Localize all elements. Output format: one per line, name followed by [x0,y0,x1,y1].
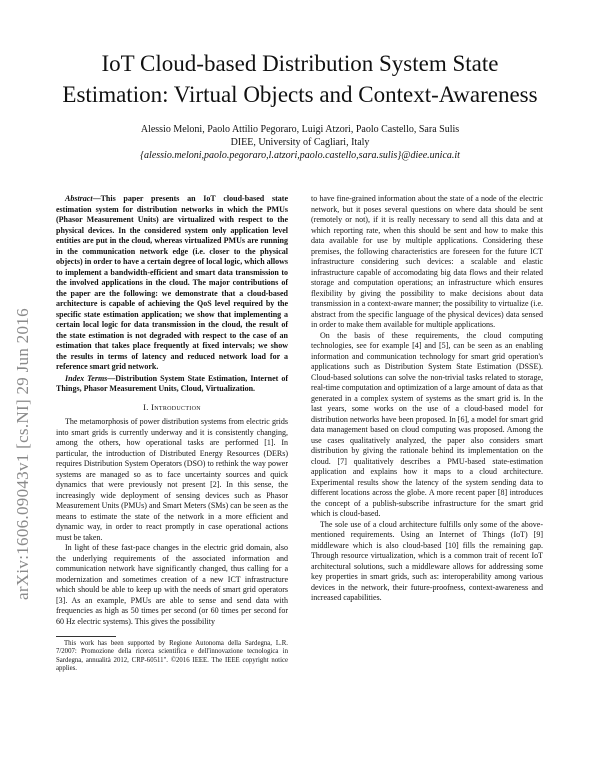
index-terms [56,374,288,395]
right-column [311,194,543,604]
abstract-text: —This paper presents an IoT cloud-based state estimation system for distribution networks in which the PMUs (Phasor Measurement Units) are virtualized with respect to the physical devices. In the considered system only application level entities are put in the cloud, whereas virtualized PMUs are running in the communication network edge (i.e. closer to the physical objects) in order to have a certain degree of local logic, which allows to implement a bandwidth-efficient and smart data transmission to the involved applications in the cloud. The major contributions of the paper are the following: we demonstrate that a cloud-based architecture is capable of achieving the QoS level required by the specific state estimation application; we show that implementing a certain local logic for data transmission in the cloud, the result of the state estimation is not degraded with respect to the case of an estimation that takes place frequently at fixed intervals; we show the results in terms of latency and reduced network load for a reference smart grid network. [56,194,288,371]
right-paragraph-2: On the basis of these requirements, the cloud computing technologies, see for example [4] and [5], can be seen as an enabling information and communication technology for smart grid operation's applications such as Distribution System State Estimation (DSSE). Cloud-based solutions can solve the non-trivial tasks related to storage, real-time computation and optimization of a large amount of data as that generated in a complex system of systems as the smart grid is. In the last years, some works on the use of a cloud-based model for distribution networks have been proposed. In [6], a model for smart grid data management based on cloud computing was proposed. Among the use cases qualitatively analyzed, the paper also considers smart distribution by giving the rationale behind its implementation on the cloud. [7] qualitatively describes a PMU-based state-estimation application and explains how it maps to a cloud architecture. Experimental results show the latency of the system sending data to different locations across the globe. A more recent paper [8] introduces the concept of a publish-subscribe infrastructure for the smart grid which is cloud-based. [311,330,543,518]
affiliation: DIEE, University of Cagliari, Italy [230,137,370,148]
arxiv-stamp: arXiv:1606.09043v1 [cs.NI] 29 Jun 2016 [13,308,32,600]
title-line-2: Estimation: Virtual Objects and Context-Awareness [62,82,538,107]
footnote-rule [56,636,116,637]
index-terms-label: Index Terms [65,373,108,383]
index-terms-text: —Distribution System State Estimation, Internet of Things, Phasor Measurement Units, Cloud, Virtualization. [56,373,288,393]
intro-paragraph-2: In light of these fast-pace changes in the electric grid domain, also the underlying requirements of the associated information and communication network have significantly changed, thus calling for a modernization and sometimes creation of a new ICT infrastructure which should be able to keep up with the needs of smart grid operators [3]. As an example, PMUs are able to sense and send data with frequencies as high as 50 times per second (or 60 times per second for 60 Hz electric systems). This gives the possibility [56,543,288,626]
section-heading-introduction: I. Introduction [143,401,201,412]
abstract-label: Abstract [65,194,93,203]
right-paragraph-3: The sole use of a cloud architecture fulfills only some of the above-mentioned requirements. Using an Internet of Things (IoT) [9] middleware which is also cloud-based [10] fills the remaining gap. Through resource virtualization, which is a common trait of recent IoT architectural solutions, such a middleware allows for addressing some key properties in smart grids, such as: interoperability among various devices in the network, their future-proofness, context-awareness and increased capabilities. [311,519,543,602]
abstract [56,194,288,373]
author-emails: {alessio.meloni,paolo.pegoraro,l.atzori,paolo.castello,sara.sulis}@diee.unica.it [140,150,460,161]
title-line-1: IoT Cloud-based Distribution System State [101,51,499,76]
funding-footnote: This work has been supported by Regione Autonoma della Sardegna, L.R. 7/2007: Promozione della ricerca scientifica e dell'innovazione tecnologica in Sardegna, annualità 2012, CRP-60511". ©2016 IEEE. The IEEE copyright notice applies. [56,640,288,673]
intro-paragraph-1: The metamorphosis of power distribution systems from electric grids into smart grids is currently underway and it is consistently changing, among the others, how operational tasks are performed [1]. In particular, the introduction of Distributed Energy Resources (DERs) requires Distribution System Operators (DSO) to rethink the way power systems are managed so as to face uncertainty sources and quick dynamics that were previously not present [2]. In this sense, the increasingly wide deployment of sensing devices such as Phasor Measurement Units (PMUs) and Smart Meters (SMs) can be seen as the means to estimate the state of the network in a more efficient and dynamic way, in order to react promptly in case operational actions must be taken. [56,417,288,542]
left-column [56,194,288,674]
paper-title [60,48,540,110]
author-names: Alessio Meloni, Paolo Attilio Pegoraro, Luigi Atzori, Paolo Castello, Sara Sulis [140,124,460,135]
right-paragraph-1: to have fine-grained information about the state of a node of the electric network, but it poses several questions on where data should be sent (remotely or not), if it is really necessary to send all this data and at which reporting rate, when this should be sent and how to make this data available for use by multiple applications. Considering these premises, the following characteristics are foreseen for the future ICT infrastructure considering such devices: a scalable and elastic infrastructure capable of accomodating big data flows and their related storage and computation operations; an infrastructure which ensures flexibility by giving the possibility to make decisions about data transmission in a context-aware manner; the possibility to virtualize (i.e. abstract from the specific language of the physical devices) data sensed in order to make them available for multiple applications. [311,194,543,329]
author-block [60,123,540,162]
